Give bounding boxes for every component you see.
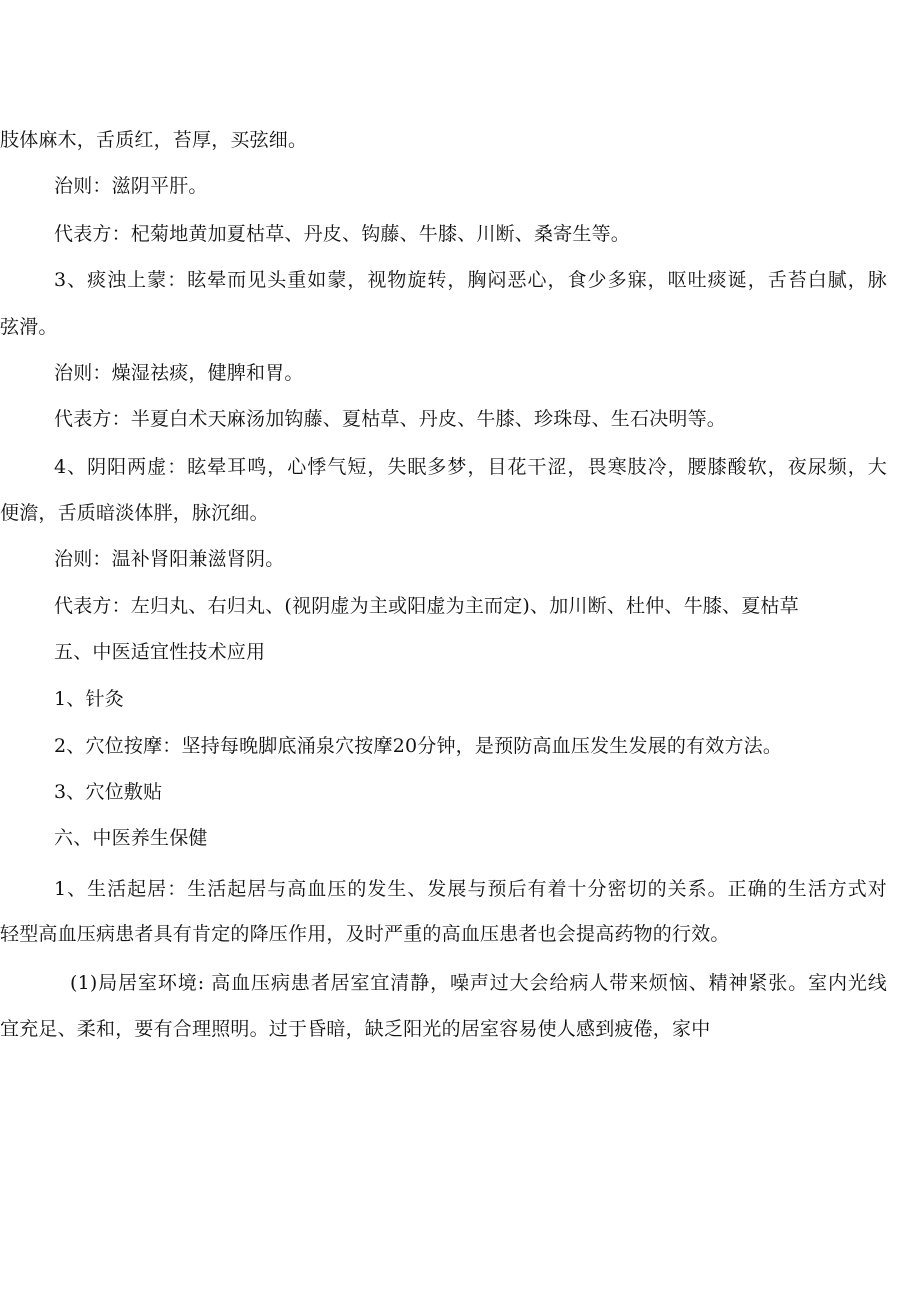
treatment-principle-line: 治则：温补肾阳兼滋肾阴。	[54, 548, 285, 570]
paragraph-line: 1、生活起居：生活起居与高血压的发生、发展与预后有着十分密切的关系。正确的生活方式对	[54, 878, 887, 900]
list-item: 3、穴位敷贴	[54, 781, 163, 803]
paragraph-line: 肢体麻木，舌质红，苔厚，买弦细。	[0, 129, 308, 151]
paragraph-line: 4、阴阳两虚：眩晕耳鸣，心悸气短，失眠多梦，目花干涩，畏寒肢冷，腰膝酸软，夜尿频，大	[54, 456, 887, 478]
paragraph-line: 3、痰浊上蒙：眩晕而见头重如蒙，视物旋转，胸闷恶心，食少多寐，呕吐痰诞，舌苔白腻，脉	[54, 269, 887, 291]
treatment-principle-line: 治则：燥湿祛痰，健脾和胃。	[54, 362, 304, 384]
list-item: 2、穴位按摩：坚持每晚脚底涌泉穴按摩20分钟，是预防高血压发生发展的有效方法。	[54, 735, 783, 757]
section-heading: 五、中医适宜性技术应用	[54, 641, 266, 663]
treatment-principle-line: 治则：滋阴平肝。	[54, 175, 208, 197]
paragraph-line: (1)局居室环境: 高血压病患者居室宜清静，噪声过大会给病人带来烦恼、精神紧张。室内光线	[70, 972, 887, 994]
paragraph-line: 便澹，舌质暗淡体胖，脉沉细。	[0, 502, 269, 524]
representative-formula-line: 代表方：半夏白术天麻汤加钩藤、夏枯草、丹皮、牛膝、珍珠母、生石决明等。	[54, 408, 727, 430]
representative-formula-line: 代表方：杞菊地黄加夏枯草、丹皮、钩藤、牛膝、川断、桑寄生等。	[54, 223, 631, 245]
paragraph-line: 弦滑。	[0, 316, 58, 338]
representative-formula-line: 代表方：左归丸、右归丸、(视阴虚为主或阳虚为主而定)、加川断、杜仲、牛膝、夏枯草	[54, 595, 799, 617]
paragraph-line: 轻型高血压病患者具有肯定的降压作用，及时严重的高血压患者也会提高药物的行效。	[0, 923, 730, 945]
list-item: 1、针灸	[54, 688, 124, 710]
paragraph-line: 宜充足、柔和，要有合理照明。过于昏暗，缺乏阳光的居室容易使人感到疲倦，家中	[0, 1018, 711, 1040]
section-heading: 六、中医养生保健	[54, 827, 208, 849]
